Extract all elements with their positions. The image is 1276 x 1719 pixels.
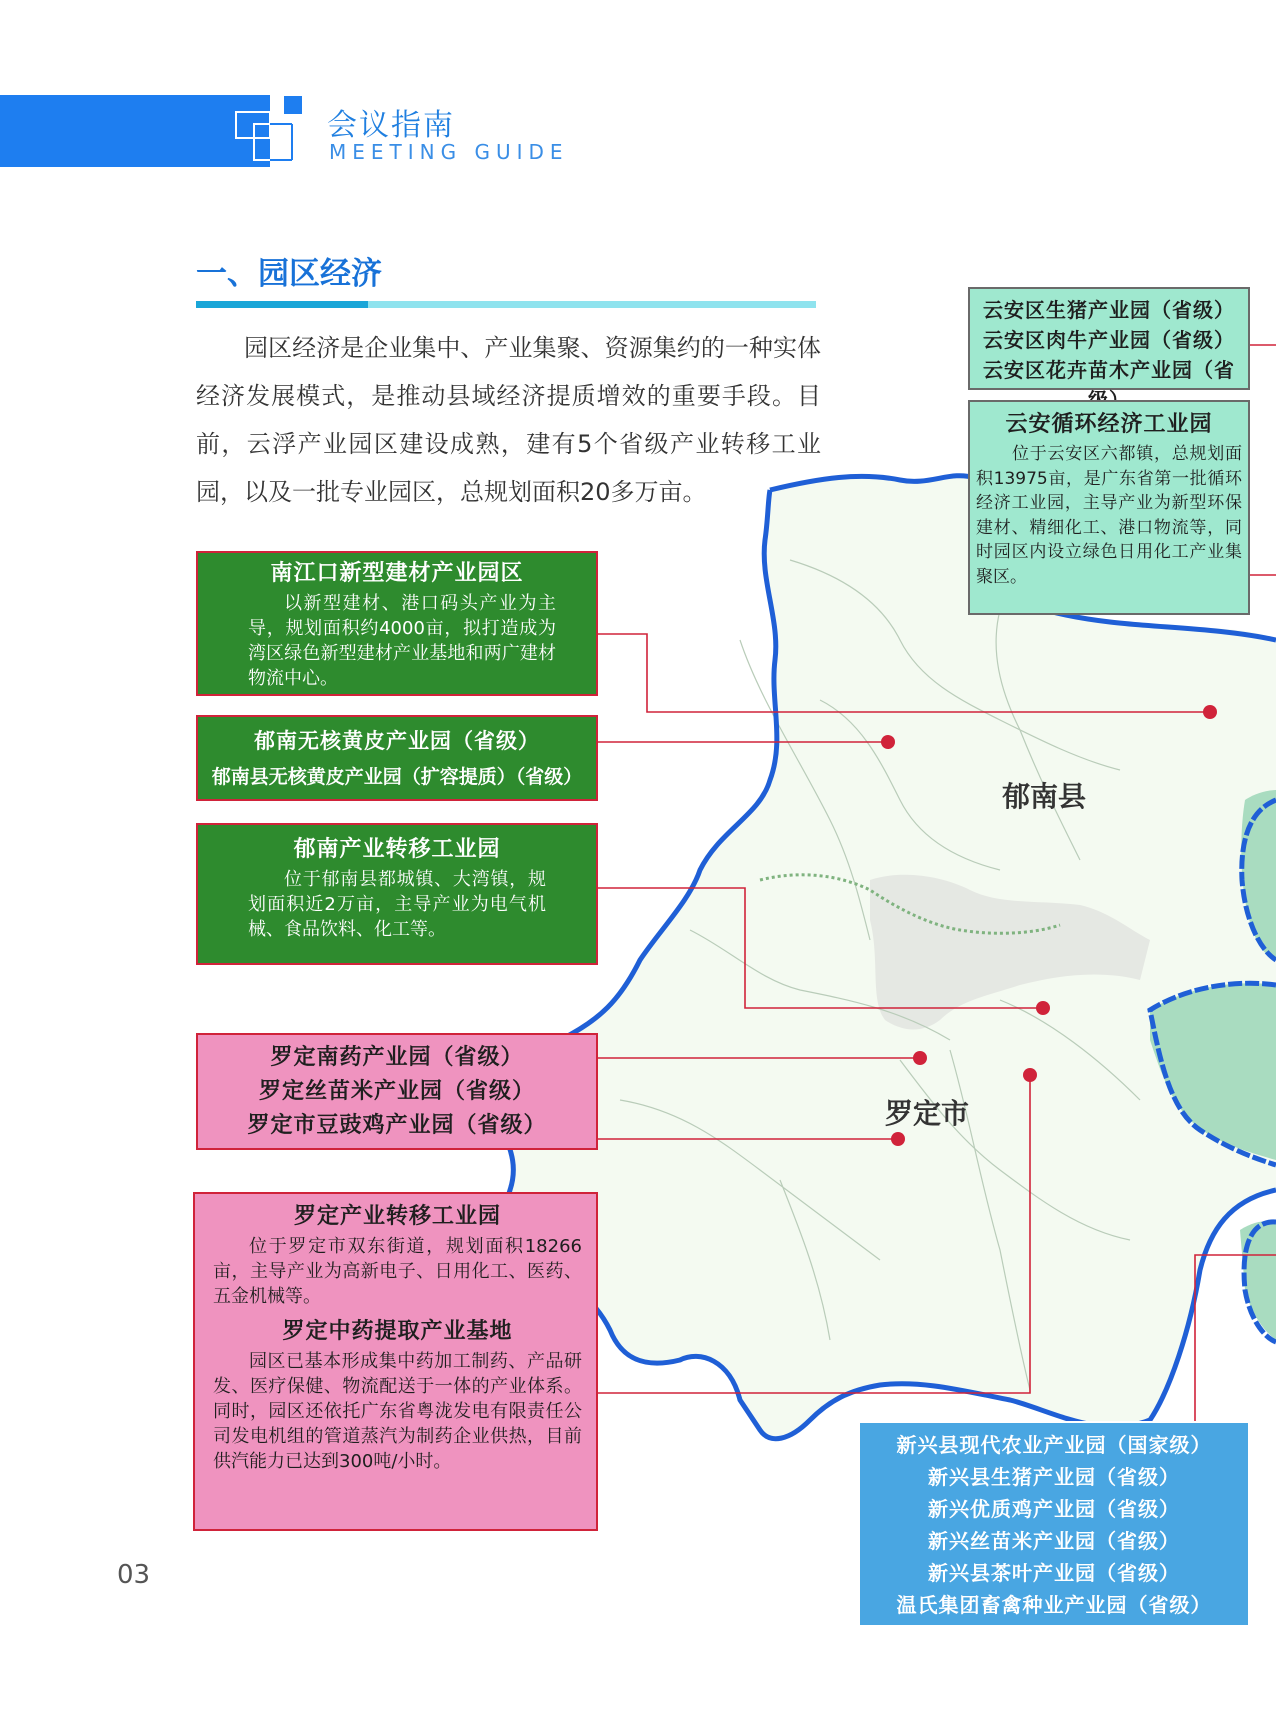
- box-yunan-circular: [968, 400, 1250, 615]
- box-luoding-parks: [196, 1033, 598, 1150]
- page-number: 03: [117, 1560, 151, 1590]
- section-intro: 园区经济是企业集中、产业集聚、资源集约的一种实体经济发展模式，是推动县域经济提质增效的重要手段。目前，云浮产业园区建设成熟，建有5个省级产业转移工业园，以及一批专业园区，总规划面积20多万亩。: [196, 334, 821, 506]
- box-line: 新兴优质鸡产业园（省级）: [928, 1497, 1180, 1521]
- box-desc: 以新型建材、港口码头产业为主导，规划面积约4000亩，拟打造成为湾区绿色新型建材产业基地和两广建材物流中心。: [248, 593, 556, 689]
- box-line: 罗定市豆豉鸡产业园（省级）: [247, 1113, 547, 1138]
- box-title: 郁南产业转移工业园: [293, 837, 501, 862]
- box-line: 温氏集团畜禽种业产业园（省级）: [896, 1593, 1212, 1617]
- header-title: 会议指南: [327, 108, 455, 143]
- section-title: 一、园区经济: [196, 256, 382, 292]
- box-yunan-agri-parks: [968, 287, 1250, 390]
- box-line: 新兴县现代农业产业园（国家级）: [896, 1433, 1212, 1457]
- box-title-2: 罗定中药提取产业基地: [282, 1319, 513, 1344]
- county-label-yunan: 郁南县: [1002, 780, 1087, 813]
- box-line: 云安区肉牛产业园（省级）: [983, 328, 1235, 352]
- box-luoding-transfer: [193, 1192, 598, 1531]
- box-desc-2: 园区已基本形成集中药加工制药、产品研发、医疗保健、物流配送于一体的产业体系。同时，园区还依托广东省粤泷发电有限责任公司发电机组的管道蒸汽为制药企业供热，目前供汽能力已达到300吨/小时。: [213, 1351, 582, 1472]
- box-yunan-huangpi: [196, 715, 598, 801]
- box-line: 云安区花卉苗木产业园（省: [983, 358, 1235, 382]
- county-label-luoding: 罗定市: [885, 1097, 970, 1130]
- box-desc: 位于罗定市双东街道，规划面积18266亩，主导产业为高新电子、日用化工、医药、五金机械等。: [213, 1236, 582, 1307]
- box-desc: 位于郁南县都城镇、大湾镇，规划面积近2万亩，主导产业为电气机械、食品饮料、化工等。: [248, 869, 546, 940]
- box-title: 云安循环经济工业园: [1005, 412, 1213, 437]
- box-line: 云安区生猪产业园（省级）: [983, 298, 1235, 322]
- box-line: 罗定丝苗米产业园（省级）: [258, 1079, 535, 1104]
- box-line: 新兴县生猪产业园（省级）: [928, 1465, 1180, 1489]
- box-desc: 位于云安区六都镇，总规划面积13975亩，是广东省第一批循环经济工业园，主导产业为新型环保建材、精细化工、港口物流等，同时园区内设立绿色日用化工产业集聚区。: [976, 444, 1242, 587]
- box-title: 罗定产业转移工业园: [293, 1204, 501, 1229]
- box-line: 郁南县无核黄皮产业园（扩容提质）（省级）: [211, 766, 583, 788]
- box-line: 新兴丝苗米产业园（省级）: [928, 1529, 1180, 1553]
- header-subtitle: MEETING GUIDE: [329, 140, 569, 164]
- box-line: 罗定南药产业园（省级）: [270, 1045, 524, 1070]
- box-line: 新兴县茶叶产业园（省级）: [928, 1561, 1180, 1585]
- box-xinxing-parks: [858, 1421, 1250, 1627]
- box-nanjiangkou: [196, 551, 598, 696]
- box-line: 郁南无核黄皮产业园（省级）: [254, 729, 540, 753]
- box-yunan-transfer: [196, 823, 598, 965]
- box-title: 南江口新型建材产业园区: [270, 561, 524, 586]
